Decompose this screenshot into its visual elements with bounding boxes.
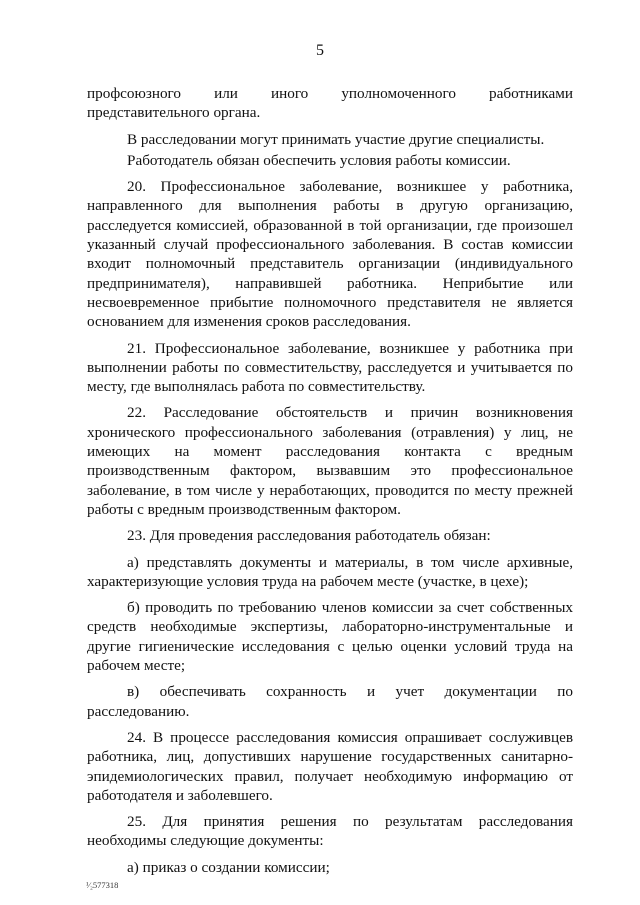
paragraph-continuation: профсоюзного или иного уполномоченного работниками представительного органа. [87, 85, 573, 122]
paragraph-item-21: 21. Профессиональное заболевание, возникшее у работника при выполнении работы по совместительству, расследуется и учитывается по месту, где выполнялась работа по совместительству. [87, 339, 573, 396]
paragraph-item-24: 24. В процессе расследования комиссия опрашивает сослуживцев работника, лиц, допустивших нарушение государственных санитарно-эпидемиологических правил, получает необходимую информацию от работодателя и заболевшего. [87, 728, 573, 804]
paragraph-item-25: 25. Для принятия решения по результатам расследования необходимы следующие документы: [87, 813, 573, 850]
page-number: 5 [316, 42, 324, 59]
paragraph-item-23b: б) проводить по требованию членов комиссии за счет собственных средств необходимые экспертизы, лабораторно-инструментальные и другие гигиенические исследования с целью оценки условий труда на рабочем месте; [87, 599, 573, 675]
paragraph-specialists: В расследовании могут принимать участие другие специалисты. [127, 130, 545, 148]
paragraph-item-23v: в) обеспечивать сохранность и учет документации по расследованию. [87, 683, 573, 720]
paragraph-item-22: 22. Расследование обстоятельств и причин возникновения хронического профессионального заболевания (отравления) у лиц, не имеющих на момент расследования контакта с вредным производственным фактором, вызвавшим это профессиональное заболевание, в том числе у неработающих, проводится по месту прежней работы с вредным производственным фактором. [87, 404, 573, 518]
document-body [87, 84, 573, 884]
document-code: ¹⁄₂577318 [86, 880, 119, 890]
paragraph-employer-conditions: Работодатель обязан обеспечить условия работы комиссии. [127, 151, 511, 169]
paragraph-item-23: 23. Для проведения расследования работодатель обязан: [127, 527, 491, 545]
paragraph-item-23a: а) представлять документы и материалы, в том числе архивные, характеризующие условия труда на рабочем месте (участке, в цехе); [87, 553, 573, 590]
paragraph-item-20: 20. Профессиональное заболевание, возникшее у работника, направленного для выполнения работы в другую организацию, расследуется комиссией, образованной в той организации, где произошел указанный случай профессионального заболевания. В состав комиссии входит полномочный представитель организации (индивидуального предпринимателя), направившей работника. Неприбытие или несвоевременное прибытие полномочного представителя не является основанием для изменения сроков расследования. [87, 178, 573, 331]
paragraph-item-25a: а) приказ о создании комиссии; [127, 858, 330, 876]
